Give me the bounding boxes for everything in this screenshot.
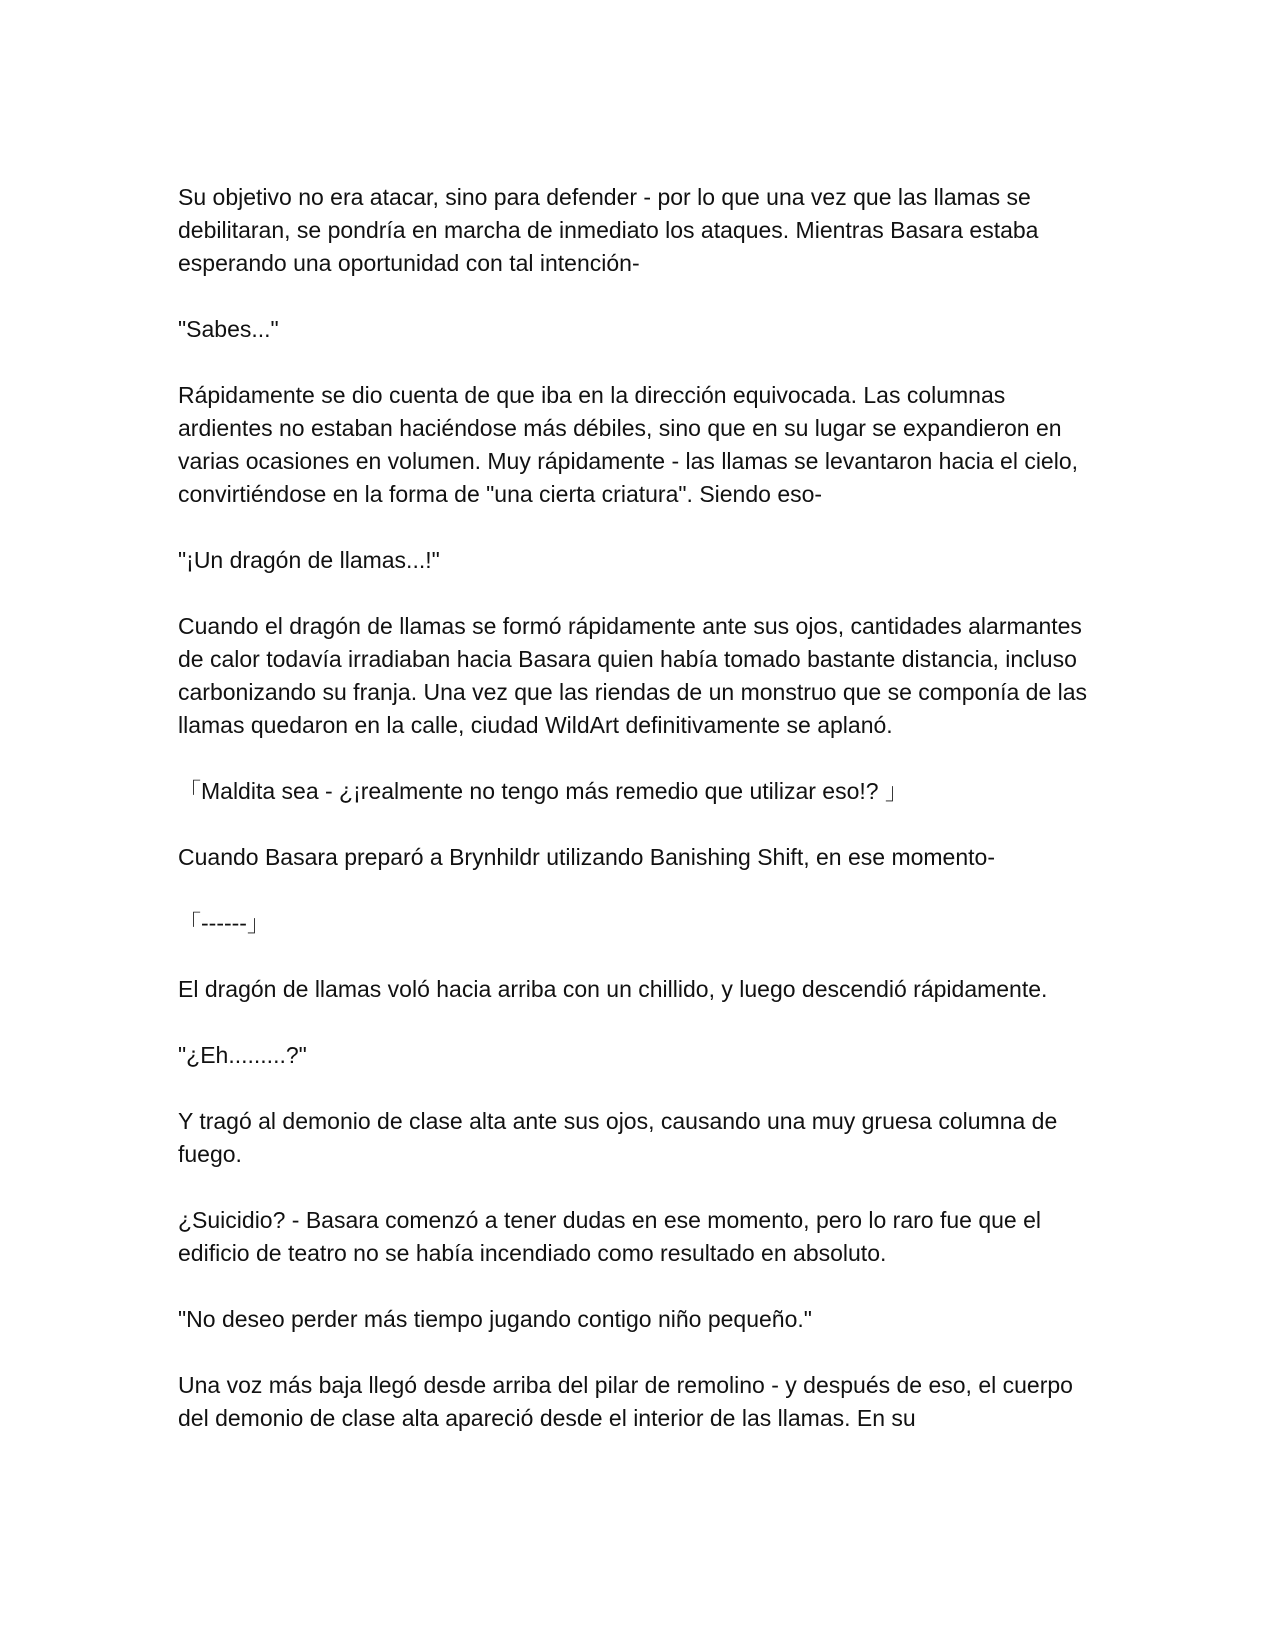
paragraph: Una voz más baja llegó desde arriba del pilar de remolino - y después de eso, el cuerpo del demonio de clase alta apareció desde el interior de las llamas. En su [178,1372,1073,1431]
paragraph: "No deseo perder más tiempo jugando contigo niño pequeño." [178,1306,812,1332]
paragraph: Cuando Basara preparó a Brynhildr utilizando Banishing Shift, en ese momento- [178,844,995,870]
paragraph: Rápidamente se dio cuenta de que iba en la dirección equivocada. Las columnas ardientes no estaban haciéndose más débiles, sino que en su lugar se expandieron en varias ocasiones en volumen. Muy rápidamente - las llamas se levantaron hacia el cielo, convirtiéndose en la forma de "una cierta criatura". Siendo eso- [178,382,1079,507]
paragraph: ¿Suicidio? - Basara comenzó a tener dudas en ese momento, pero lo raro fue que el edificio de teatro no se había incendiado como resultado en absoluto. [178,1207,1041,1266]
paragraph: "Sabes..." [178,316,279,342]
paragraph: Cuando el dragón de llamas se formó rápidamente ante sus ojos, cantidades alarmantes de calor todavía irradiaban hacia Basara quien había tomado bastante distancia, incluso carbonizando su franja. Una vez que las riendas de un monstruo que se componía de las llamas quedaron en la calle, ciudad WildArt definitivamente se aplanó. [178,613,1088,738]
paragraph: "¡Un dragón de llamas...!" [178,547,440,573]
paragraph: 「------」 [178,910,270,936]
paragraph: Y tragó al demonio de clase alta ante sus ojos, causando una muy gruesa columna de fuego. [178,1108,1058,1167]
paragraph: El dragón de llamas voló hacia arriba con un chillido, y luego descendió rápidamente. [178,976,1048,1002]
paragraph: Su objetivo no era atacar, sino para defender - por lo que una vez que las llamas se debilitaran, se pondría en marcha de inmediato los ataques. Mientras Basara estaba esperando una oportunidad con tal intención- [178,184,1039,276]
paragraph: 「Maldita sea - ¿¡realmente no tengo más remedio que utilizar eso!? 」 [178,778,908,804]
document-body [178,181,1103,1435]
paragraph: "¿Eh.........?" [178,1042,307,1068]
